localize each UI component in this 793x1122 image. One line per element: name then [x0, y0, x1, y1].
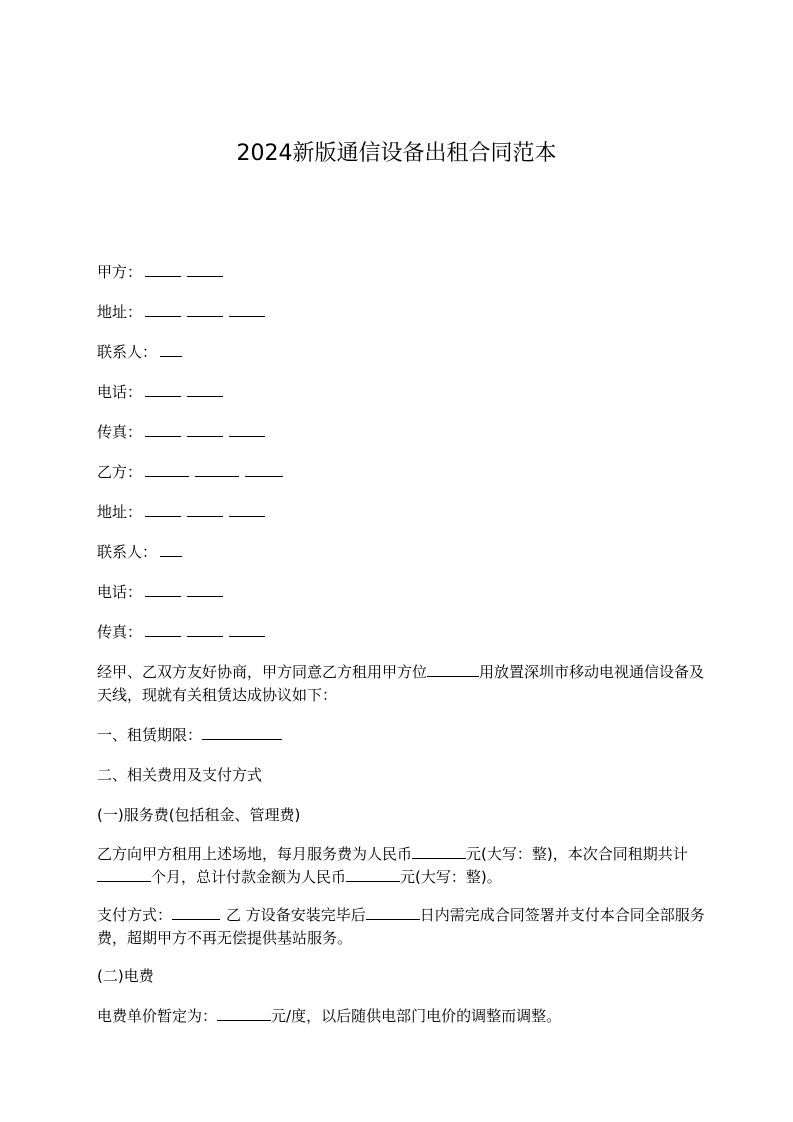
- blank-line: [145, 422, 181, 437]
- blank-line: [427, 662, 479, 677]
- blank-line: [97, 867, 151, 882]
- service-fee-paragraph: [97, 843, 707, 889]
- blank-line: [187, 422, 223, 437]
- blank-line: [187, 302, 223, 317]
- blank-line: [145, 622, 181, 637]
- blank-line: [145, 462, 189, 477]
- blank-line: [187, 502, 223, 517]
- blank-line: [145, 302, 181, 317]
- section-fees-heading: 二、相关费用及支付方式: [97, 766, 263, 784]
- payment-text-3: 日内需完成合同签署并支付本合同全部服务费，超期甲方不再无偿提供基站服务。: [97, 906, 705, 947]
- blank-line: [187, 622, 223, 637]
- blank-line: [229, 502, 265, 517]
- party-b-name-line: [97, 462, 286, 482]
- blank-line: [412, 844, 466, 859]
- service-fee-heading: (一)服务费(包括租金、管理费): [97, 806, 301, 824]
- party-b-fax-label: 传真：: [97, 623, 143, 641]
- party-b-address-label: 地址：: [97, 503, 143, 521]
- party-a-fax-line: [97, 422, 268, 442]
- blank-line: [145, 502, 181, 517]
- blank-line: [346, 867, 400, 882]
- blank-line: [145, 382, 181, 397]
- blank-line: [245, 462, 283, 477]
- intro-text-1: 经甲、乙双方友好协商，甲方同意乙方租用甲方位: [97, 663, 428, 681]
- blank-line: [160, 342, 182, 357]
- service-fee-text-1: 乙方向甲方租用上述场地，每月服务费为人民币: [97, 845, 413, 863]
- payment-text-2: 乙 方设备安装完毕后: [226, 906, 366, 924]
- document-title: 2024新版通信设备出租合同范本: [236, 141, 557, 166]
- blank-line: [229, 422, 265, 437]
- party-b-contact-line: [97, 542, 185, 562]
- party-a-address-label: 地址：: [97, 303, 143, 321]
- blank-line: [172, 905, 220, 920]
- party-a-phone-label: 电话：: [97, 383, 143, 401]
- party-a-name-line: [97, 262, 226, 282]
- blank-line: [160, 542, 182, 557]
- party-a-name-label: 甲方：: [97, 263, 143, 281]
- party-a-contact-line: [97, 342, 185, 362]
- blank-line: [229, 622, 265, 637]
- party-b-fax-line: [97, 622, 268, 642]
- electricity-paragraph: [97, 1006, 561, 1026]
- service-fee-text-3: 个月，总计付款金额为人民币: [151, 868, 347, 886]
- lease-term-label: 一、租赁期限：: [97, 726, 203, 744]
- party-a-fax-label: 传真：: [97, 423, 143, 441]
- electricity-heading: (二)电费: [97, 967, 154, 985]
- payment-text-1: 支付方式：: [97, 906, 173, 924]
- party-a-contact-label: 联系人：: [97, 343, 158, 361]
- blank-line: [229, 302, 265, 317]
- blank-line: [195, 462, 239, 477]
- blank-line: [145, 582, 181, 597]
- party-a-phone-line: [97, 382, 226, 402]
- party-b-phone-label: 电话：: [97, 583, 143, 601]
- blank-line: [202, 725, 282, 740]
- section-lease-term: [97, 725, 282, 745]
- intro-paragraph: [97, 661, 707, 707]
- electricity-text-1: 电费单价暂定为：: [97, 1007, 218, 1025]
- blank-line: [187, 382, 223, 397]
- intro-text-2: 用放置深圳市移动电视通信设备及天线，现就有关租赁达成协议如下：: [97, 663, 705, 704]
- payment-paragraph: [97, 904, 707, 950]
- blank-line: [366, 905, 420, 920]
- party-a-address-line: [97, 302, 268, 322]
- party-b-phone-line: [97, 582, 226, 602]
- party-b-address-line: [97, 502, 268, 522]
- service-fee-text-4: 元(大写：整)。: [400, 868, 502, 886]
- blank-line: [145, 262, 181, 277]
- electricity-text-2: 元/度，以后随供电部门电价的调整而调整。: [271, 1007, 562, 1025]
- party-b-name-label: 乙方：: [97, 463, 143, 481]
- service-fee-text-2: 元(大写：整)，本次合同租期共计: [466, 845, 688, 863]
- blank-line: [187, 262, 223, 277]
- party-b-contact-label: 联系人：: [97, 543, 158, 561]
- blank-line: [187, 582, 223, 597]
- blank-line: [217, 1006, 271, 1021]
